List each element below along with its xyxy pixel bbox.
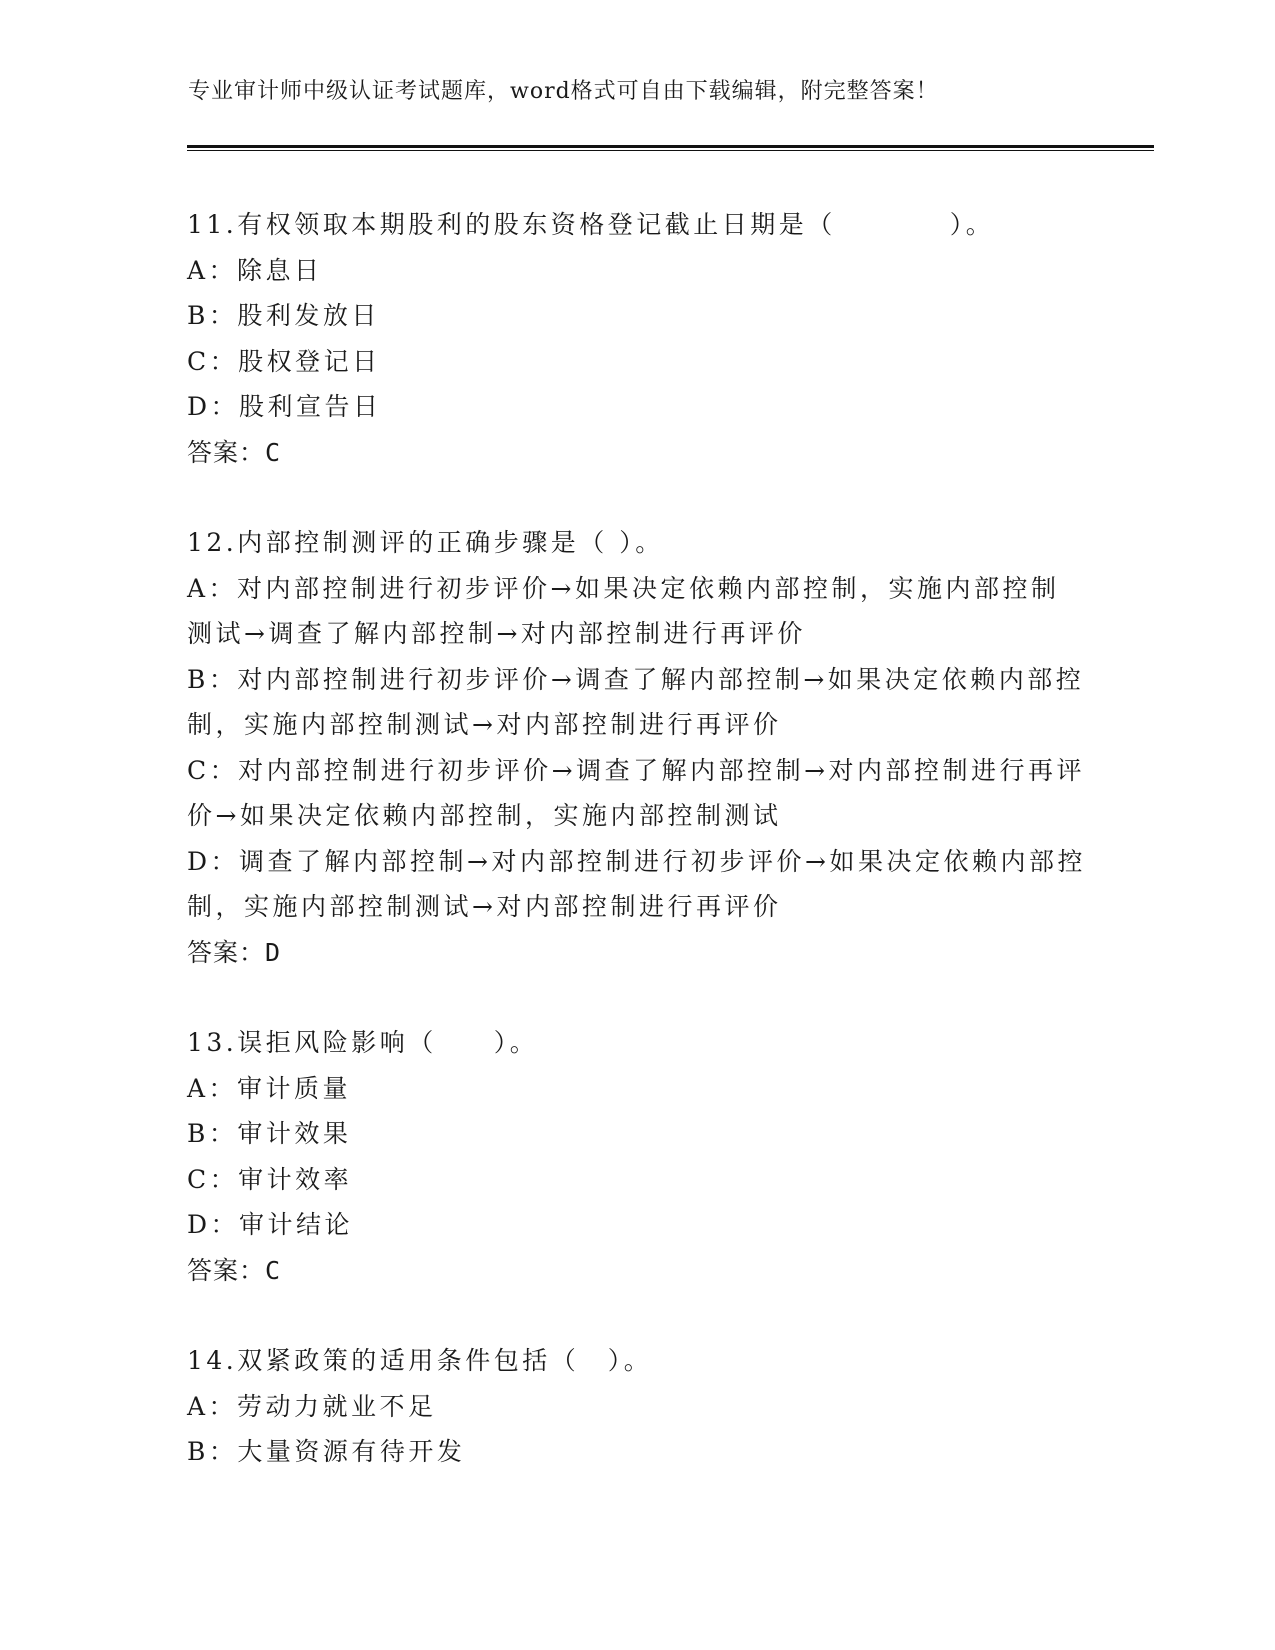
option-b: B：大量资源有待开发: [187, 1437, 466, 1466]
page-header: 专业审计师中级认证考试题库，word格式可自由下载编辑，附完整答案！: [188, 79, 939, 104]
option-a: A：对内部控制进行初步评价→如果决定依赖内部控制，实施内部控制测试→调查了解内部控制→对内部控制进行再评价: [187, 573, 1060, 648]
option-c: C：股权登记日: [187, 346, 381, 376]
option-a: A：劳动力就业不足: [187, 1391, 437, 1421]
option-b: B：对内部控制进行初步评价→调查了解内部控制→如果决定依赖内部控制，实施内部控制测试→对内部控制进行再评价: [187, 664, 1085, 739]
answer-line: [187, 1248, 1087, 1294]
option-d: D：调查了解内部控制→对内部控制进行初步评价→如果决定依赖内部控制，实施内部控制测试→对内部控制进行再评价: [187, 846, 1086, 921]
answer-line: [187, 430, 1087, 476]
question-stem: 14.双紧政策的适用条件包括（ ）。: [187, 1346, 653, 1375]
header-rule-thick: [187, 145, 1154, 148]
question-stem: 12.内部控制测评的正确步骤是（ ）。: [187, 528, 664, 557]
option-c: C：审计效率: [187, 1164, 353, 1194]
answer-label: 答案：: [187, 1255, 266, 1285]
header-rule-thin: [187, 150, 1154, 151]
question-list: [187, 202, 1087, 1520]
option-c: C：对内部控制进行初步评价→调查了解内部控制→对内部控制进行再评价→如果决定依赖内部控制，实施内部控制测试: [187, 755, 1086, 830]
question-14: [187, 1338, 1087, 1475]
answer-label: 答案：: [187, 437, 266, 467]
answer-value: C: [265, 437, 282, 467]
option-d: D：审计结论: [187, 1210, 354, 1239]
question-11: [187, 202, 1087, 475]
option-b: B：审计效果: [187, 1119, 352, 1148]
option-a: A：审计质量: [187, 1073, 352, 1103]
question-stem: 11.有权领取本期股利的股东资格登记截止日期是（ ）。: [187, 210, 995, 239]
question-12: [187, 520, 1087, 975]
answer-value: D: [265, 937, 282, 967]
answer-value: C: [265, 1255, 282, 1285]
answer-label: 答案：: [187, 937, 266, 967]
option-b: B：股利发放日: [187, 301, 380, 330]
question-stem: 13.误拒风险影响（ ）。: [187, 1028, 539, 1057]
question-13: [187, 1020, 1087, 1293]
option-a: A：除息日: [187, 255, 323, 285]
option-d: D：股利宣告日: [187, 392, 382, 421]
answer-line: [187, 930, 1087, 976]
